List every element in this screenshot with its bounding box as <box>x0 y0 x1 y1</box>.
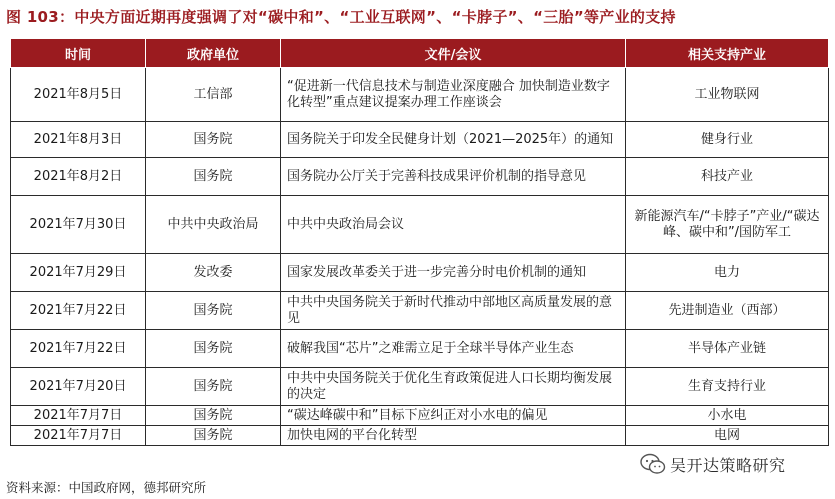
cell-unit: 国务院 <box>146 368 281 406</box>
policy-table-container <box>10 38 828 446</box>
cell-unit: 国务院 <box>146 426 281 446</box>
cell-document: 中共中央政治局会议 <box>281 196 626 254</box>
wechat-icon <box>640 453 666 475</box>
cell-date: 2021年7月22日 <box>11 292 146 330</box>
cell-document: “碳达峰碳中和”目标下应纠正对小水电的偏见 <box>281 406 626 426</box>
table-row <box>11 292 829 330</box>
watermark <box>640 450 830 478</box>
cell-document: 国家发展改革委关于进一步完善分时电价机制的通知 <box>281 254 626 292</box>
cell-industry: 工业物联网 <box>626 68 829 122</box>
cell-document: “促进新一代信息技术与制造业深度融合 加快制造业数字化转型”重点建议提案办理工作座谈会 <box>281 68 626 122</box>
cell-industry: 健身行业 <box>626 122 829 158</box>
table-row <box>11 406 829 426</box>
cell-document: 中共中央国务院关于优化生育政策促进人口长期均衡发展的决定 <box>281 368 626 406</box>
cell-industry: 新能源汽车/“卡脖子”产业/“碳达峰、碳中和”/国防军工 <box>626 196 829 254</box>
cell-unit: 发改委 <box>146 254 281 292</box>
header-industry: 相关支持产业 <box>626 39 829 68</box>
cell-document: 国务院关于印发全民健身计划（2021—2025年）的通知 <box>281 122 626 158</box>
header-date: 时间 <box>11 39 146 68</box>
source-note: 资料来源：中国政府网，德邦研究所 <box>6 480 207 495</box>
cell-date: 2021年7月20日 <box>11 368 146 406</box>
cell-date: 2021年7月29日 <box>11 254 146 292</box>
cell-unit: 国务院 <box>146 330 281 368</box>
cell-industry: 电网 <box>626 426 829 446</box>
policy-table <box>10 38 829 446</box>
cell-document: 破解我国“芯片”之难需立足于全球半导体产业生态 <box>281 330 626 368</box>
cell-date: 2021年7月7日 <box>11 406 146 426</box>
cell-unit: 中共中央政治局 <box>146 196 281 254</box>
cell-unit: 国务院 <box>146 158 281 196</box>
cell-date: 2021年8月5日 <box>11 68 146 122</box>
cell-industry: 先进制造业（西部） <box>626 292 829 330</box>
cell-document: 国务院办公厅关于完善科技成果评价机制的指导意见 <box>281 158 626 196</box>
cell-industry: 小水电 <box>626 406 829 426</box>
cell-unit: 国务院 <box>146 406 281 426</box>
table-row <box>11 68 829 122</box>
cell-date: 2021年8月3日 <box>11 122 146 158</box>
header-document: 文件/会议 <box>281 39 626 68</box>
cell-unit: 国务院 <box>146 292 281 330</box>
cell-document: 加快电网的平台化转型 <box>281 426 626 446</box>
cell-industry: 半导体产业链 <box>626 330 829 368</box>
cell-date: 2021年7月22日 <box>11 330 146 368</box>
cell-unit: 工信部 <box>146 68 281 122</box>
table-row <box>11 368 829 406</box>
cell-industry: 电力 <box>626 254 829 292</box>
table-row <box>11 330 829 368</box>
table-row <box>11 196 829 254</box>
cell-document: 中共中央国务院关于新时代推动中部地区高质量发展的意见 <box>281 292 626 330</box>
cell-industry: 科技产业 <box>626 158 829 196</box>
figure-title: 图 103：中央方面近期再度强调了对“碳中和”、“工业互联网”、“卡脖子”、“三胎”等产业的支持 <box>6 8 676 26</box>
table-header-row <box>11 39 829 68</box>
table-row <box>11 158 829 196</box>
watermark-text: 吴开达策略研究 <box>670 455 786 475</box>
cell-industry: 生育支持行业 <box>626 368 829 406</box>
header-unit: 政府单位 <box>146 39 281 68</box>
table-row <box>11 254 829 292</box>
cell-date: 2021年7月30日 <box>11 196 146 254</box>
cell-unit: 国务院 <box>146 122 281 158</box>
cell-date: 2021年7月7日 <box>11 426 146 446</box>
table-row <box>11 122 829 158</box>
table-row <box>11 426 829 446</box>
cell-date: 2021年8月2日 <box>11 158 146 196</box>
